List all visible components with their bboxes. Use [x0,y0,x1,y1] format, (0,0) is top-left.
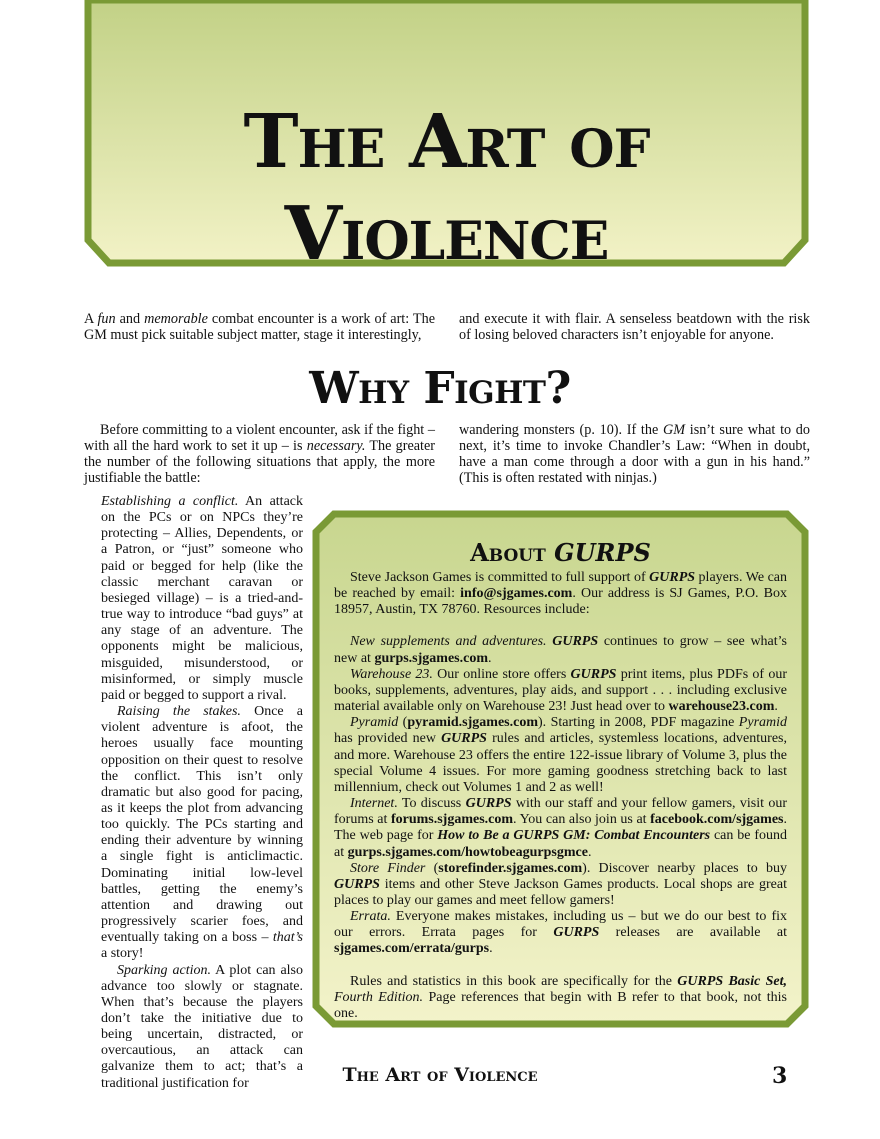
link-errata[interactable]: sjgames.com/errata/gurps [334,941,490,957]
title-line-2: Violence [284,191,609,277]
link-storefinder[interactable]: storefinder.sjgames.com [438,860,583,876]
link-pyramid[interactable]: pyramid.sjgames.com [407,715,538,731]
link-warehouse23[interactable]: warehouse23.com [668,699,775,715]
title-line-1: The Art of [243,99,650,185]
page-title [84,96,809,280]
link-facebook[interactable]: facebook.com/sjgames [650,812,784,828]
why-right: wandering monsters (p. 10). If the GM isn’t sure what to do next, it’s time to invoke Chandler’s Law: “When in doubt, have a man come through a door with a gun in his hand.” (This is often restated with ninjas.) [459,422,810,487]
why-left: Before committing to a violent encounter, ask if the fight – with all the hard work to set it up – is necessary. The greater the number of the following situations that apply, the more justifiable the battle: [84,422,435,487]
title-banner [84,0,809,277]
section-heading-why-fight: Why Fight? [309,363,571,414]
intro-left: A fun and memorable combat encounter is a work of art: The GM must pick suitable subject matter, stage it interestingly, [84,311,435,344]
box-title: About GURPS [470,538,651,567]
intro-right: and execute it with flair. A senseless beatdown with the risk of losing beloved characters isn’t enjoyable for anyone. [459,311,810,344]
about-gurps-box [312,510,809,1028]
box-content: About GURPS Steve Jackson Games is committed to full support of GURPS players. We can be reached by email: info@sjgames.com. Our address is SJ Games, P.O. Box 18957, Austin, TX 78760. Resources include: New supplements and adventures. GURPS continues to grow – see what’s new at gurps.sjgames.com. Warehouse 23. Our online store offers GURPS print items, plus PDFs of our books, supplements, adventures, play aids, and support . . . including exclusive material available only on Warehouse 23! Just head over to warehouse23.com. Pyramid (pyramid.sjgames.com). Starting in 2008, PDF magazine Pyramid has provided new GURPS rules and articles, systemless locations, adventures, and more. Warehouse 23 offers the entire 122-issue library of Volume 3, plus the special Volume 4 issues. For more gaming goodness stretching back to last millennium, check out Volumes 1 and 2 as well! Internet. To discuss GURPS with our staff and your fellow gamers, visit our forums at forums.sjgames.com. You can also join us at facebook.com/sjgames. The web page for How to Be a GURPS GM: Combat Encounters can be found at gurps.sjgames.com/howtobeagurpsgmce. Store Finder (storefinder.sjgames.com). Discover nearby places to buy GURPS items and other Steve Jackson Games products. Local shops are great places to play our games and meet fellow gamers! Errata. Everyone makes mistakes, including us – but we do our best to fix our errors. Errata pages for GURPS releases are available at sjgames.com/errata/gurps. Rules and statistics in this book are specifically for the GURPS Basic Set, Fourth Edition. Page references that begin with B refer to that book, not this one. [334,538,788,1021]
footer-title: The Art of Violence [342,1064,538,1086]
link-forums[interactable]: forums.sjgames.com [390,812,514,828]
page-number: 3 [772,1063,788,1089]
link-howto-page[interactable]: gurps.sjgames.com/howtobeagurpsgmce [347,844,588,860]
email-link[interactable]: info@sjgames.com [460,586,573,602]
left-column: Establishing a conflict. An attack on the PCs or on NPCs they’re protecting – Allies, Dependents, or a Patron, or “just” someone who paid or begged for help (like the classic merchant caravan or besieged village) – is a tried-and-true way to introduce “bad guys” at any stage of an adventure. The opponents might be malicious, misguided, misunderstood, or misinformed, or simply muscle paid or begged to support a rival. Raising the stakes. Once a violent adventure is afoot, the heroes usually face mounting opposition on their quest to resolve the conflict. This isn’t only dramatic but also good for pacing, as it keeps the plot from advancing too quickly. The PCs starting and ending their adventure by winning a single fight is anticlimactic. Dominating initial low-level battles, getting the enemy’s attention and drawing out progressively scarier foes, and eventually taking on a boss – that’s a story! Sparking action. A plot can also advance too slowly or stagnate. When that’s because the players don’t take the initiative due to being uncertain, distracted, or overcautious, an attack can galvanize them to act; that’s a traditional justification for [101,494,304,1091]
link-gurps-site[interactable]: gurps.sjgames.com [374,650,488,666]
